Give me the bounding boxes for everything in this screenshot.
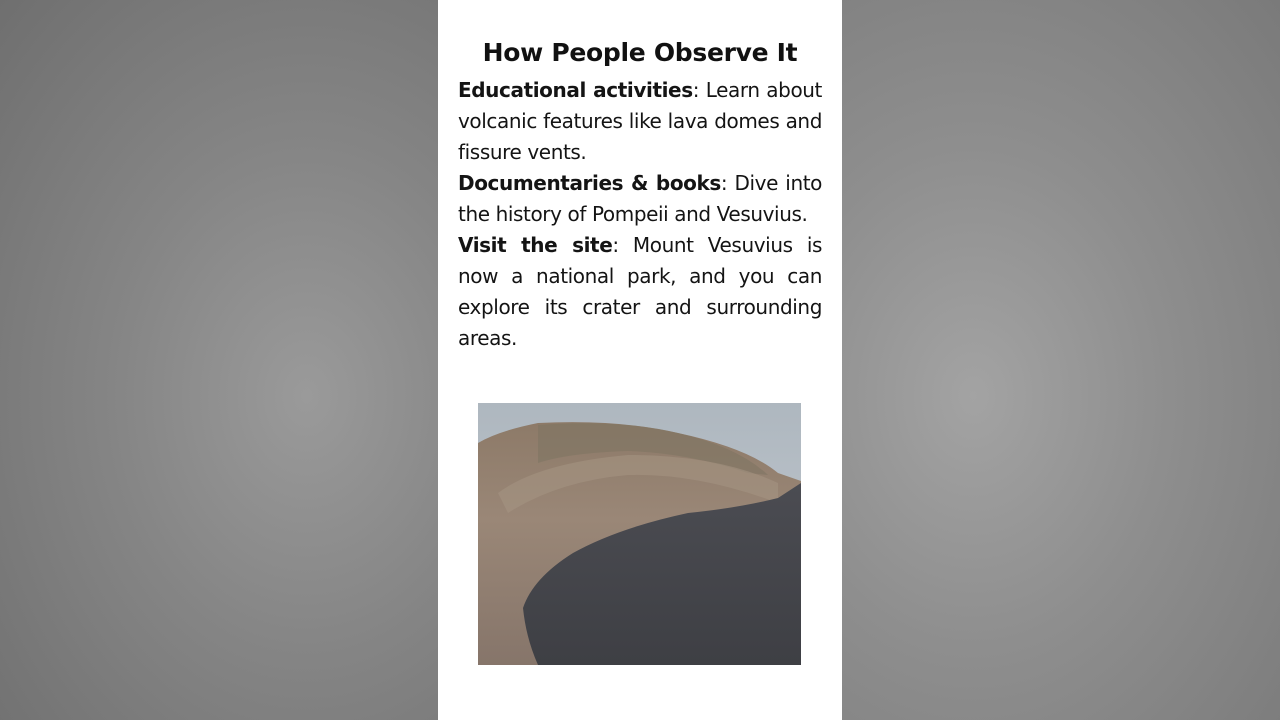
- vesuvius-crater-photo: [478, 403, 801, 665]
- item-term: Documentaries & books: [458, 171, 721, 195]
- blurred-background-right: [842, 0, 1280, 720]
- item-text: : Dive into the history of Pompeii and Vesuvius.: [458, 171, 823, 226]
- page-title: How People Observe It: [482, 38, 798, 67]
- list-item: [458, 75, 822, 168]
- blurred-background-left: [0, 0, 438, 720]
- list-item: [458, 168, 822, 230]
- content-card: [438, 0, 842, 720]
- item-term: Visit the site: [458, 233, 613, 257]
- item-text: : Mount Vesuvius is now a national park, and you can explore its crater and surrounding areas.: [458, 233, 822, 350]
- list-item: [458, 230, 822, 354]
- item-text: : Learn about volcanic features like lava domes and fissure vents.: [458, 78, 822, 164]
- observation-list: [458, 75, 822, 354]
- item-term: Educational activities: [458, 78, 693, 102]
